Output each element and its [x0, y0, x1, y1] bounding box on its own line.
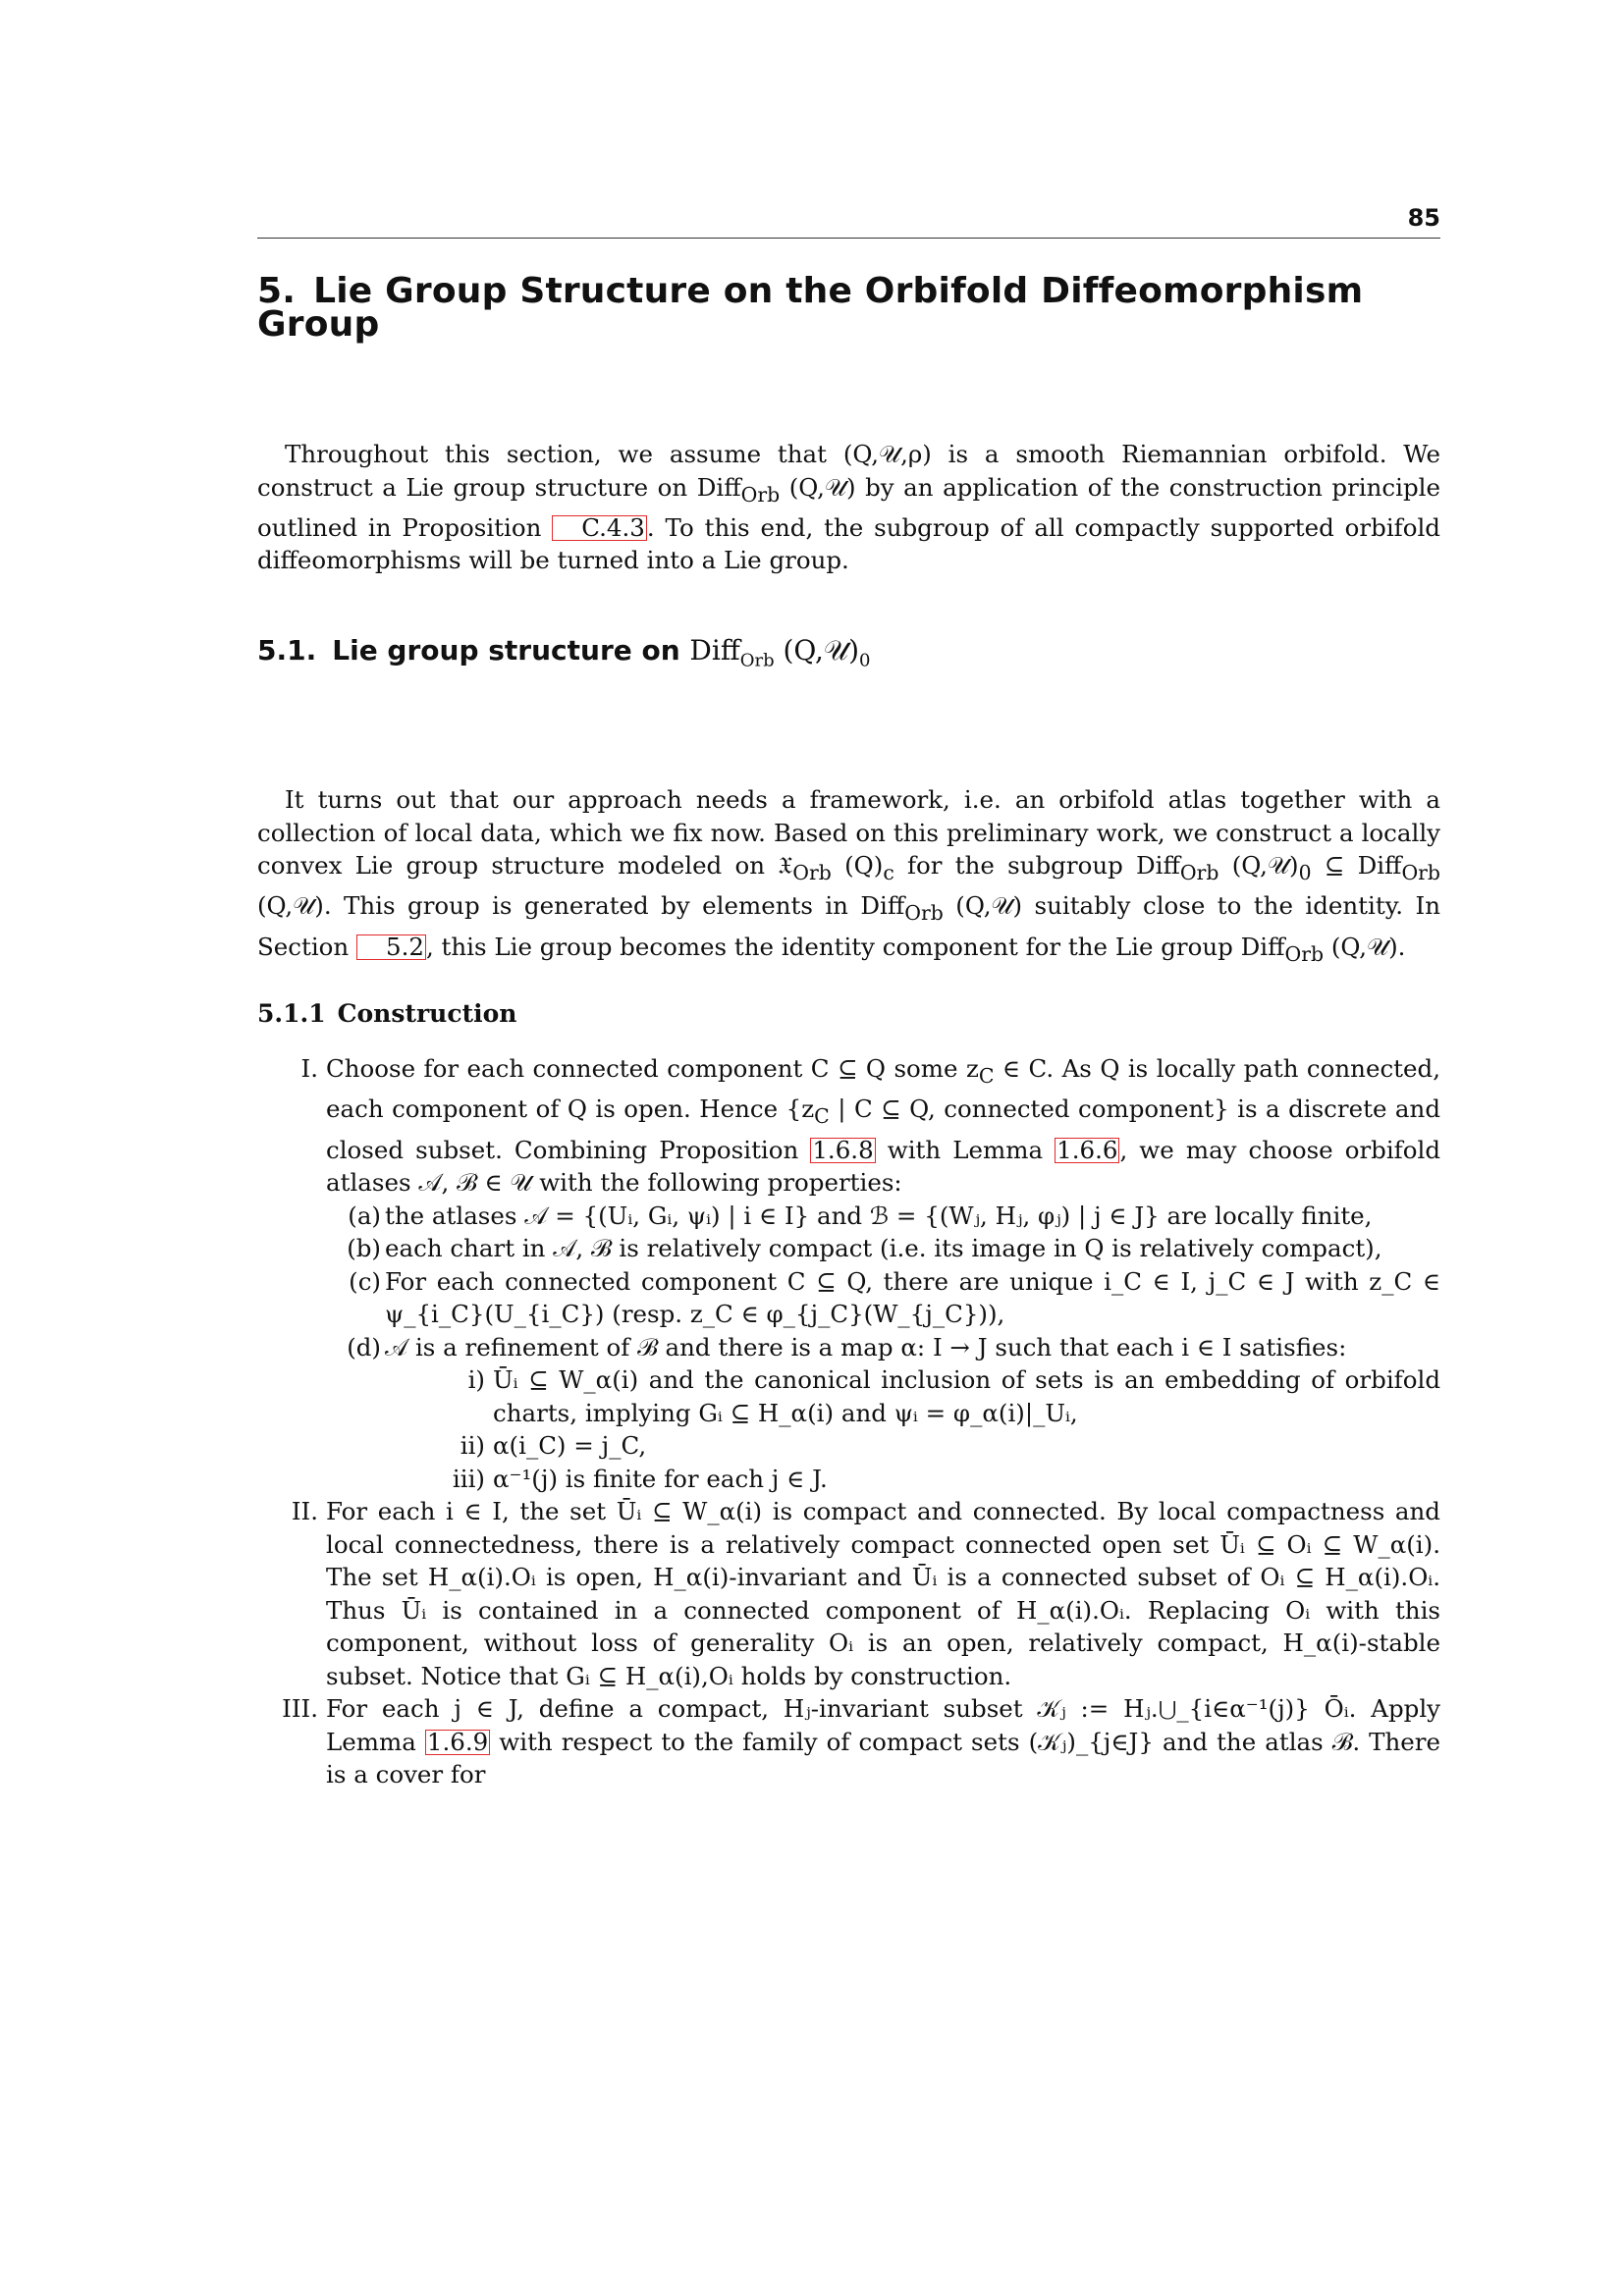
- ref-proposition-168[interactable]: 1.6.8: [812, 1135, 874, 1164]
- list-item-d-iii: iii) α⁻¹(j) is finite for each j ∈ J.: [452, 1464, 828, 1493]
- ref-section-52[interactable]: 5.2: [356, 934, 426, 961]
- ref-lemma-169[interactable]: 1.6.9: [426, 1727, 489, 1756]
- list-item-I: I. Choose for each connected component C ⊆ Q some $z_C$ ∈ C. As Q is locally path connected, each component of Q is open. Hence {$z_C$ | C ⊆ Q, connected component} is a discrete and closed subset. Combining Proposition 1.6.8 with Lemma 1.6.6, we may choose orbifold atlases 𝒜, ℬ ∈ 𝒰 with the following properties: (a) the atlases 𝒜 = {(Uᵢ, Gᵢ, ψᵢ) | i ∈ I} and ℬ = {(Wⱼ, Hⱼ, φⱼ) | j ∈ J} are locally finite, (b) each chart in 𝒜, ℬ is relatively compact (i.e. its image in Q is relatively compact), (c) For each connected component C ⊆ Q, there are unique i_C ∈ I, j_C ∈ J with z_C ∈ ψ_{i_C}(U_{i_C}) (resp. z_C ∈ φ_{j_C}(W_{j_C})), (d) 𝒜 is a refinement of ℬ and there is a map α: I → J such that each i ∈ I satisfies: i) Ūᵢ ⊆ W_α(i) and the canonical inclusion of sets is an embedding of orbifold charts, implying Gᵢ ⊆ H_α(i) and ψᵢ = φ_α(i)|_Uᵢ, ii) α(i_C) = j_C, iii) α⁻¹(j) is finite for each j ∈ J.: [257, 1052, 1440, 1495]
- list-item-II: II. For each i ∈ I, the set Ūᵢ ⊆ W_α(i) is compact and connected. By local compactness and local connectedness, there is a relatively compact connected open set Ūᵢ ⊆ Oᵢ ⊆ W_α(i). The set H_α(i).Oᵢ is open, H_α(i)-invariant and Ūᵢ is a connected subset of Oᵢ ⊆ H_α(i).Oᵢ. Thus Ūᵢ is contained in a connected component of H_α(i).Oᵢ. Replacing Oᵢ with this component, without loss of generality Oᵢ is an open, relatively compact, H_α(i)-stable subset. Notice that Gᵢ ⊆ H_α(i),Oᵢ holds by construction.: [257, 1495, 1440, 1692]
- subsection-title: Construction: [337, 999, 517, 1028]
- section-title: Lie group structure on: [332, 634, 680, 667]
- section-paragraph: It turns out that our approach needs a framework, i.e. an orbifold atlas together with a collection of local data, which we fix now. Based on this preliminary work, we construct a locally convex Lie group structure modeled on 𝔛$_{Orb}$ $(Q)_c$ for the subgroup Diff$_{Orb}$ $(Q,𝒰)_0$ ⊆ Diff$_{Orb}$ (Q,𝒰). This group is generated by elements in Diff$_{Orb}$ (Q,𝒰) suitably close to the identity. In Section 5.2, this Lie group becomes the identity component for the Lie group Diff$_{Orb}$ (Q,𝒰).: [257, 785, 1441, 966]
- list-item-d-i: i) Ūᵢ ⊆ W_α(i) and the canonical inclusion of sets is an embedding of orbifold charts, implying Gᵢ ⊆ H_α(i) and ψᵢ = φ_α(i)|_Uᵢ,: [467, 1365, 1440, 1427]
- section-title-math: Diff$_{Orb}$ $(Q,𝒰)_0$: [689, 634, 871, 671]
- list-label: III.: [282, 1694, 318, 1724]
- section-heading: [257, 634, 870, 677]
- subsection-heading: [257, 997, 516, 1031]
- ref-proposition-c43[interactable]: C.4.3: [552, 515, 647, 542]
- list-item-b: (b) each chart in 𝒜, ℬ is relatively compact (i.e. its image in Q is relatively compact),: [347, 1234, 1382, 1263]
- construction-list: [257, 1052, 1440, 1791]
- list-item-III: III. For each j ∈ J, define a compact, Hⱼ-invariant subset 𝒦ⱼ := Hⱼ.⋃_{i∈α⁻¹(j)} Ōᵢ. Apply Lemma 1.6.9 with respect to the family of compact sets (𝒦ⱼ)_{j∈J} and the atlas ℬ. There is a cover for: [257, 1692, 1440, 1791]
- intro-paragraph: Throughout this section, we assume that (Q,𝒰,ρ) is a smooth Riemannian orbifold. We construct a Lie group structure on Diff$_{Orb}$ (Q,𝒰) by an application of the construction principle outlined in Proposition C.4.3. To this end, the subgroup of all compactly supported orbifold diffeomorphisms will be turned into a Lie group.: [257, 440, 1441, 575]
- chapter-number: 5.: [257, 271, 297, 311]
- chapter-heading: [257, 271, 1440, 345]
- chapter-title: Lie Group Structure on the Orbifold Diffeomorphism Group: [257, 271, 1364, 345]
- subsection-number: 5.1.1: [257, 999, 326, 1028]
- list-item-a: (a) the atlases 𝒜 = {(Uᵢ, Gᵢ, ψᵢ) | i ∈ I} and ℬ = {(Wⱼ, Hⱼ, φⱼ) | j ∈ J} are locally finite,: [348, 1201, 1373, 1230]
- list-label: I.: [300, 1054, 318, 1083]
- ref-lemma-166[interactable]: 1.6.6: [1056, 1135, 1118, 1164]
- section-number: 5.1.: [257, 634, 317, 667]
- page-number: 85: [1407, 204, 1440, 232]
- list-item-d: (d) 𝒜 is a refinement of ℬ and there is a map α: I → J such that each i ∈ I satisfies: i) Ūᵢ ⊆ W_α(i) and the canonical inclusion of sets is an embedding of orbifold charts, implying Gᵢ ⊆ H_α(i) and ψᵢ = φ_α(i)|_Uᵢ, ii) α(i_C) = j_C, iii) α⁻¹(j) is finite for each j ∈ J.: [326, 1331, 1440, 1496]
- list-item-d-ii: ii) α(i_C) = j_C,: [460, 1431, 647, 1461]
- list-label: II.: [291, 1497, 318, 1526]
- header-rule: [257, 238, 1440, 239]
- list-item-c: (c) For each connected component C ⊆ Q, there are unique i_C ∈ I, j_C ∈ J with z_C ∈ ψ_{i_C}(U_{i_C}) (resp. z_C ∈ φ_{j_C}(W_{j_C})),: [349, 1266, 1440, 1329]
